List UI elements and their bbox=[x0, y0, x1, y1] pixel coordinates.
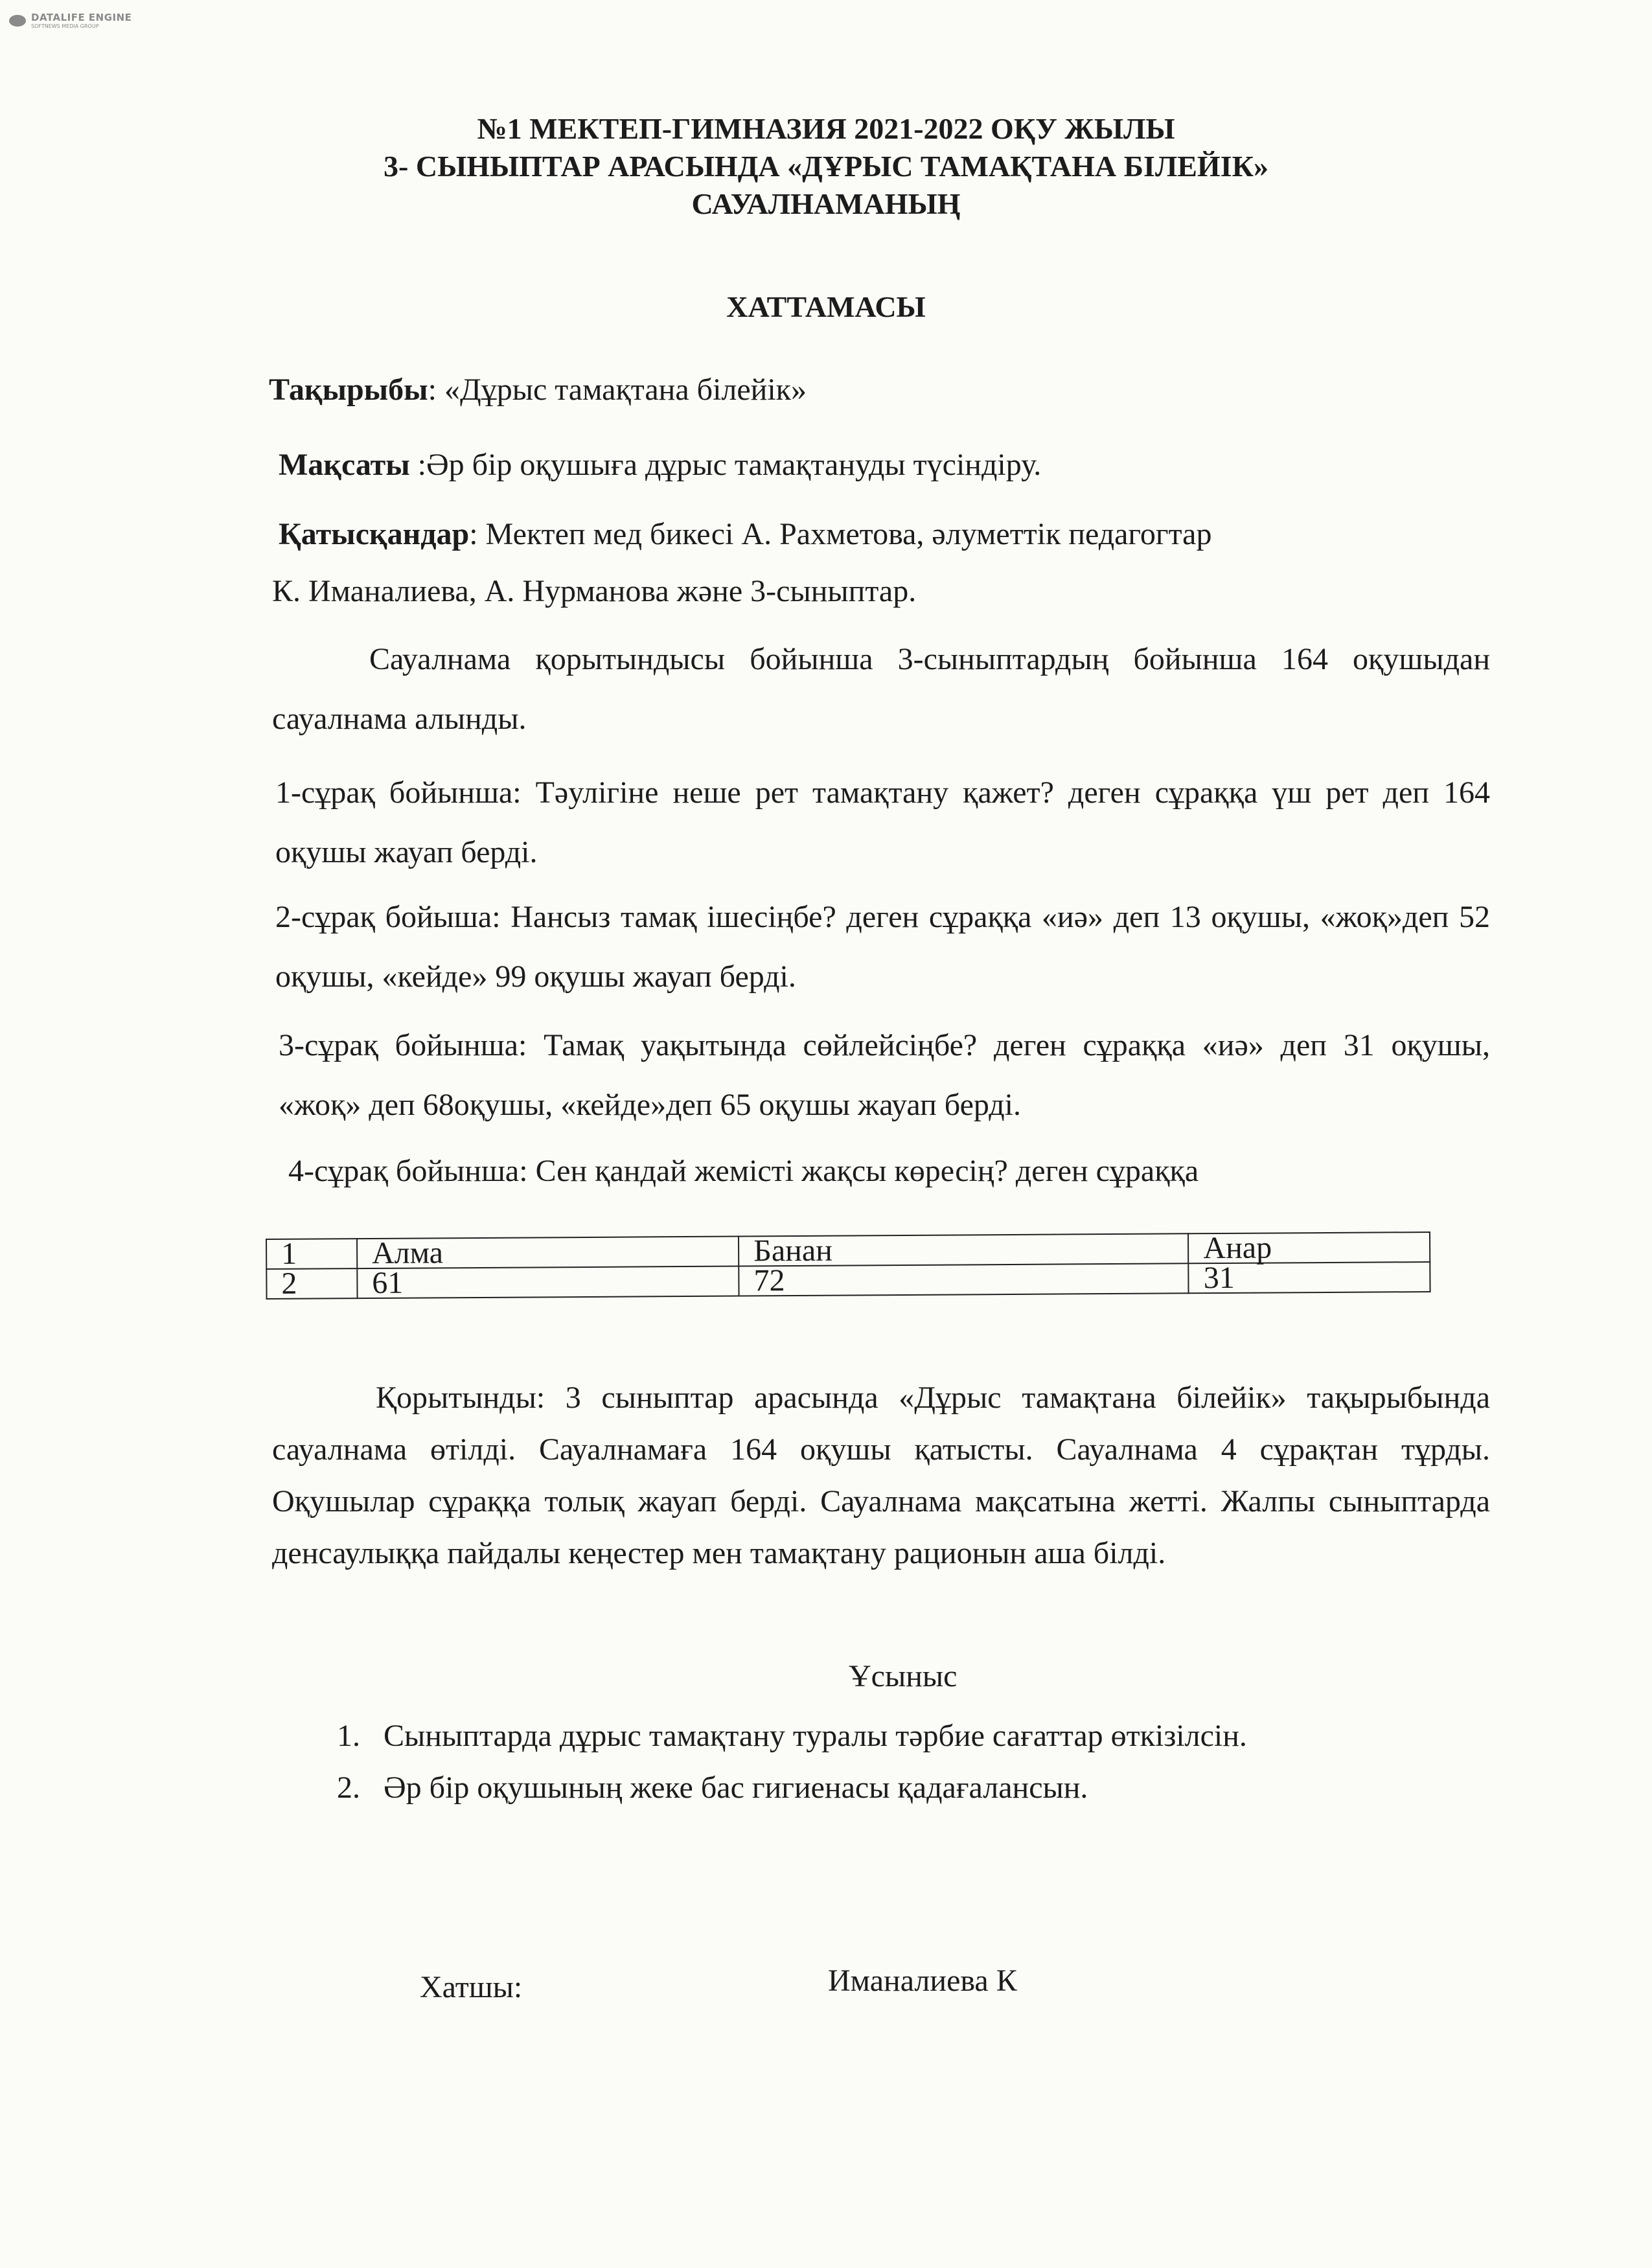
goal-value: :Әр бір оқушыға дұрыс тамақтануды түсіндіру. bbox=[409, 448, 1042, 482]
header-line-3: САУАЛНАМАНЫҢ bbox=[691, 187, 961, 220]
datalife-logo-icon bbox=[9, 15, 26, 27]
participants-line bbox=[279, 515, 1211, 554]
question-1: 1-сұрақ бойынша: Тәулігіне неше рет тамақтану қажет? деген сұраққа үш рет деп 164 оқушы жауап берді. bbox=[275, 775, 1490, 869]
header-line-2: 3- СЫНЫПТАР АРАСЫНДА «ДҰРЫС ТАМАҚТАНА БІЛЕЙІК» bbox=[384, 150, 1268, 183]
list-item-number: 1. bbox=[337, 1719, 360, 1753]
survey-table bbox=[266, 1231, 1431, 1300]
table-cell: Анар bbox=[1188, 1232, 1430, 1263]
goal-label: Мақсаты bbox=[279, 448, 410, 482]
question-3: 3-сұрақ бойынша: Тамақ уақытында сөйлейсіңбе? деген сұраққа «иә» деп 31 оқушы, «жоқ» деп 68оқушы, «кейде»деп 65 оқушы жауап берді. bbox=[279, 1028, 1490, 1122]
header-line-4: ХАТТАМАСЫ bbox=[726, 290, 926, 323]
watermark bbox=[9, 12, 132, 29]
list-item-text: Сыныптарда дұрыс тамақтану туралы тәрбие сағаттар өткізілсін. bbox=[384, 1719, 1247, 1753]
watermark-subtitle: SOFTNEWS MEDIA GROUP bbox=[31, 23, 99, 29]
list-item-text: Әр бір оқушының жеке бас гигиенасы қадағалансын. bbox=[384, 1770, 1088, 1805]
list-item bbox=[337, 1710, 1247, 1762]
signature-name: Иманалиева К bbox=[828, 1964, 1017, 1998]
goal-line bbox=[279, 446, 1041, 485]
recommendation-title: Ұсыныс bbox=[849, 1659, 958, 1693]
table-cell: Алма bbox=[357, 1237, 739, 1269]
list-item bbox=[337, 1762, 1247, 1814]
header-line-1: №1 МЕКТЕП-ГИМНАЗИЯ 2021-2022 ОҚУ ЖЫЛЫ bbox=[477, 112, 1175, 145]
table-cell: 61 bbox=[357, 1266, 739, 1299]
document-header bbox=[0, 110, 1652, 223]
question-4: 4-сұрақ бойынша: Сен қандай жемісті жақсы көресің? деген сұраққа bbox=[288, 1154, 1199, 1188]
document-title bbox=[0, 288, 1652, 326]
signature-label: Хатшы: bbox=[420, 1970, 523, 2004]
topic-line bbox=[269, 371, 807, 409]
table-cell: 1 bbox=[266, 1239, 357, 1269]
participants-line-2: К. Иманалиева, А. Нурманова және 3-сыныптар. bbox=[272, 574, 917, 608]
topic-value: : «Дұрыс тамақтана білейік» bbox=[428, 372, 807, 407]
recommendation-list bbox=[337, 1710, 1247, 1814]
table-cell: Банан bbox=[739, 1233, 1188, 1266]
table-cell: 31 bbox=[1189, 1262, 1430, 1293]
participants-value: : Мектеп мед бикесі А. Рахметова, әлуметтік педагогтар bbox=[469, 517, 1212, 551]
participants-label: Қатысқандар bbox=[279, 517, 470, 551]
table-cell: 72 bbox=[739, 1263, 1188, 1296]
topic-label: Тақырыбы bbox=[269, 372, 428, 407]
question-2: 2-сұрақ бойыша: Нансыз тамақ ішесіңбе? деген сұраққа «иә» деп 13 оқушы, «жоқ»деп 52 оқушы, «кейде» 99 оқушы жауап берді. bbox=[275, 900, 1490, 994]
intro-paragraph: Сауалнама қорытындысы бойынша 3-сыныптардың бойынша 164 оқушыдан сауалнама алынды. bbox=[272, 642, 1490, 736]
watermark-title: DATALIFE ENGINE bbox=[31, 12, 132, 23]
list-item-number: 2. bbox=[337, 1770, 360, 1805]
table-row bbox=[266, 1232, 1430, 1269]
table-cell: 2 bbox=[266, 1268, 357, 1299]
conclusion-paragraph: Қорытынды: 3 сыныптар арасында «Дұрыс тамақтана білейік» тақырыбында сауалнама өтілді. Сауалнамаға 164 оқушы қатысты. Сауалнама 4 сұрақтан тұрды. Оқушылар сұраққа толық жауап берді. Сауалнама мақсатына жетті. Жалпы сыныптарда денсаулыққа пайдалы кеңестер мен тамақтану рационын аша білді. bbox=[272, 1380, 1490, 1570]
